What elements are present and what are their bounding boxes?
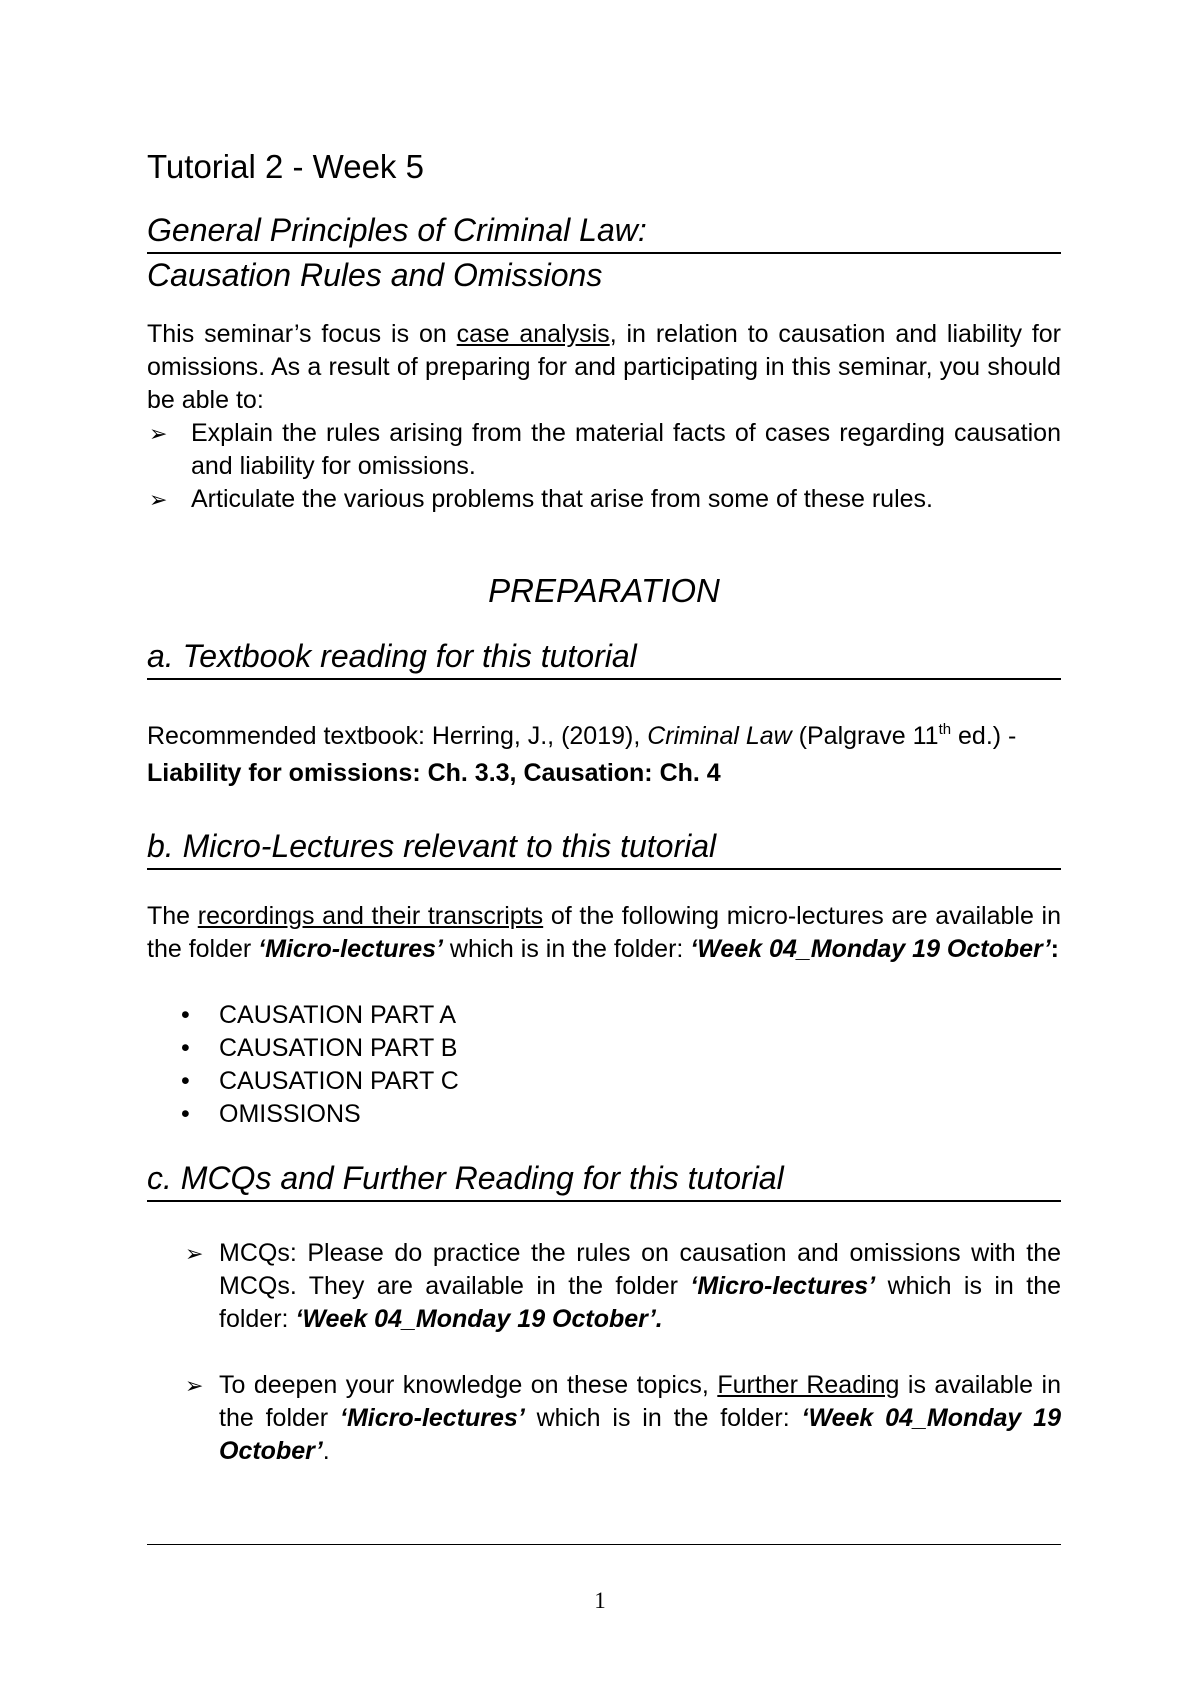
preparation-heading: PREPARATION (488, 572, 720, 609)
micro-lectures-paragraph: The recordings and their transcripts of the following micro-lectures are available in the folder ‘Micro-lectures’ which is in the folder: ‘Week 04_Monday 19 October’: (147, 902, 1062, 963)
subtitle-line-1: General Principles of Criminal Law: (147, 212, 647, 248)
arrow-bullet-icon: ➢ (149, 421, 168, 446)
list-item: • OMISSIONS (147, 1098, 1061, 1131)
reading-chapters: Liability for omissions: Ch. 3.3, Causation: Ch. 4 (147, 759, 721, 787)
folder-week-04: ‘Week 04_Monday 19 October’ (219, 1404, 1061, 1465)
intro-bullet-text: Explain the rules arising from the material facts of cases regarding causation and liability for omissions. (191, 419, 1061, 480)
recordings-link[interactable]: recordings and their transcripts (197, 902, 544, 930)
section-b-heading: b. Micro-Lectures relevant to this tutorial (147, 828, 717, 864)
page-number: 1 (594, 1588, 606, 1613)
intro-paragraph: This seminar’s focus is on case analysis, in relation to causation and liability for omissions. As a result of preparing for and participating in this seminar, you should be able to: (147, 320, 1061, 414)
footer-rule (147, 1544, 1061, 1545)
folder-micro-lectures: ‘Micro-lectures’ (690, 1272, 876, 1300)
bullet-dot-icon: • (181, 1067, 190, 1095)
subtitle-rule (147, 252, 1061, 254)
section-a-heading: a. Textbook reading for this tutorial (147, 638, 637, 674)
list-item: • CAUSATION PART B (147, 1032, 1061, 1065)
textbook-recommendation: Recommended textbook: Herring, J., (2019), Criminal Law (Palgrave 11th ed.) - Liability for omissions: Ch. 3.3, Causation: Ch. 4 (147, 721, 1017, 787)
bullet-dot-icon: • (181, 1001, 190, 1029)
section-b-rule (147, 868, 1061, 870)
section-c-heading: c. MCQs and Further Reading for this tutorial (147, 1160, 784, 1196)
further-reading-item: ➢ To deepen your knowledge on these topics, Further Reading is available in the folder ‘Micro-lectures’ which is in the folder: ‘Week 04_Monday 19 October’. (185, 1371, 1061, 1465)
section-c-rule (147, 1200, 1061, 1202)
section-a-rule (147, 678, 1061, 680)
intro-bullet-1 (147, 417, 1061, 483)
bullet-dot-icon: • (181, 1034, 190, 1062)
mcq-item: ➢ MCQs: Please do practice the rules on causation and omissions with the MCQs. They are available in the folder ‘Micro-lectures’ which is in the folder: ‘Week 04_Monday 19 October’. (185, 1239, 1061, 1333)
arrow-bullet-icon: ➢ (149, 487, 168, 512)
folder-week-04: ‘Week 04_Monday 19 October’ (690, 935, 1051, 963)
case-analysis-link[interactable]: case analysis (456, 320, 610, 348)
intro-bullet-text: Articulate the various problems that arise from some of these rules. (191, 485, 933, 513)
bullet-dot-icon: • (181, 1100, 190, 1128)
book-title: Criminal Law (647, 722, 792, 750)
page-title: Tutorial 2 - Week 5 (147, 148, 424, 185)
arrow-bullet-icon: ➢ (185, 1373, 204, 1398)
arrow-bullet-icon: ➢ (185, 1241, 204, 1266)
folder-micro-lectures: ‘Micro-lectures’ (258, 935, 443, 963)
micro-lecture-list (147, 999, 1061, 1131)
list-item: • CAUSATION PART C (147, 1065, 1061, 1098)
subtitle-line-2: Causation Rules and Omissions (147, 257, 603, 293)
list-item: • CAUSATION PART A (147, 999, 1061, 1032)
folder-week-04: ‘Week 04_Monday 19 October’. (295, 1305, 663, 1333)
intro-bullet-2 (147, 483, 967, 516)
folder-micro-lectures: ‘Micro-lectures’ (340, 1404, 525, 1432)
further-reading-link[interactable]: Further Reading (717, 1371, 900, 1399)
